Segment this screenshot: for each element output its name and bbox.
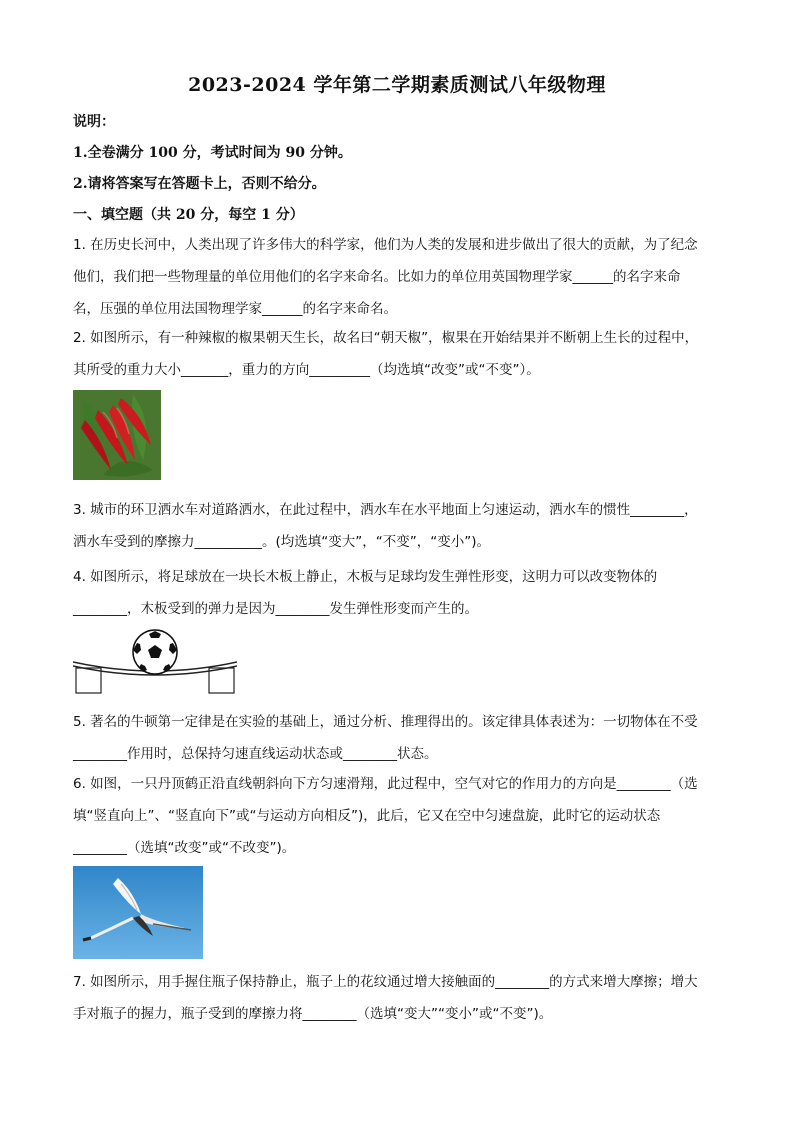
question-line: 2. 如图所示，有一种辣椒的椒果朝天生长，故名曰“朝天椒”，椒果在开始结果并不断朝上生长的过程中， (73, 330, 699, 346)
question-1 (73, 229, 723, 325)
question-6 (73, 768, 723, 864)
page-title: 2023-2024 学年第二学期素质测试八年级物理 (188, 74, 606, 96)
pepper-photo (73, 390, 161, 480)
football-on-board-diagram (73, 628, 237, 698)
note-item-1: 1.全卷满分 100 分，考试时间为 90 分钟。 (73, 145, 352, 161)
question-line: 洒水车受到的摩擦力__________。(均选填“变大”，“不变”，“变小”)。 (73, 534, 490, 550)
question-line: 名，压强的单位用法国物理学家______的名字来命名。 (73, 301, 397, 317)
question-line: 其所受的重力大小_______，重力的方向_________（均选填“改变”或“不变”）。 (73, 362, 540, 378)
question-line: 6. 如图，一只丹顶鹤正沿直线朝斜向下方匀速滑翔，此过程中，空气对它的作用力的方向是________（选 (73, 776, 698, 792)
question-line: 3. 城市的环卫洒水车对道路洒水，在此过程中，洒水车在水平地面上匀速运动，洒水车的惯性________， (73, 502, 698, 518)
football-icon (133, 630, 177, 674)
question-line: 1. 在历史长河中，人类出现了许多伟大的科学家，他们为人类的发展和进步做出了很大的贡献，为了纪念 (73, 237, 698, 253)
question-line: 7. 如图所示，用手握住瓶子保持静止，瓶子上的花纹通过增大接触面的________的方式来增大摩擦；增大 (73, 974, 698, 990)
question-4 (73, 561, 723, 625)
question-line: 填“竖直向上”、“竖直向下”或“与运动方向相反”)，此后，它又在空中匀速盘旋，此时它的运动状态 (73, 808, 661, 824)
note-item-2: 2.请将答案写在答题卡上，否则不给分。 (73, 176, 326, 192)
section-heading: 一、填空题（共 20 分，每空 1 分） (73, 207, 304, 223)
left-support-block (76, 668, 101, 693)
crane-photo (73, 866, 203, 959)
question-5 (73, 706, 723, 770)
question-7 (73, 966, 723, 1030)
right-support-block (209, 668, 234, 693)
question-2 (73, 322, 723, 386)
question-line: 手对瓶子的握力，瓶子受到的摩擦力将________（选填“变大”“变小”或“不变”)。 (73, 1006, 553, 1022)
question-line: ________（选填“改变”或“不改变”)。 (73, 840, 296, 856)
question-line: 5. 著名的牛顿第一定律是在实验的基础上，通过分析、推理得出的。该定律具体表述为：一切物体在不受 (73, 714, 698, 730)
notes-heading: 说明： (73, 114, 115, 130)
question-line: ________作用时，总保持匀速直线运动状态或________状态。 (73, 746, 438, 762)
question-line: 他们，我们把一些物理量的单位用他们的名字来命名。比如力的单位用英国物理学家______的名字来命 (73, 269, 681, 285)
question-line: 4. 如图所示，将足球放在一块长木板上静止，木板与足球均发生弹性形变，这明力可以改变物体的 (73, 569, 658, 585)
question-3 (73, 494, 723, 558)
question-line: ________，木板受到的弹力是因为________发生弹性形变而产生的。 (73, 601, 478, 617)
